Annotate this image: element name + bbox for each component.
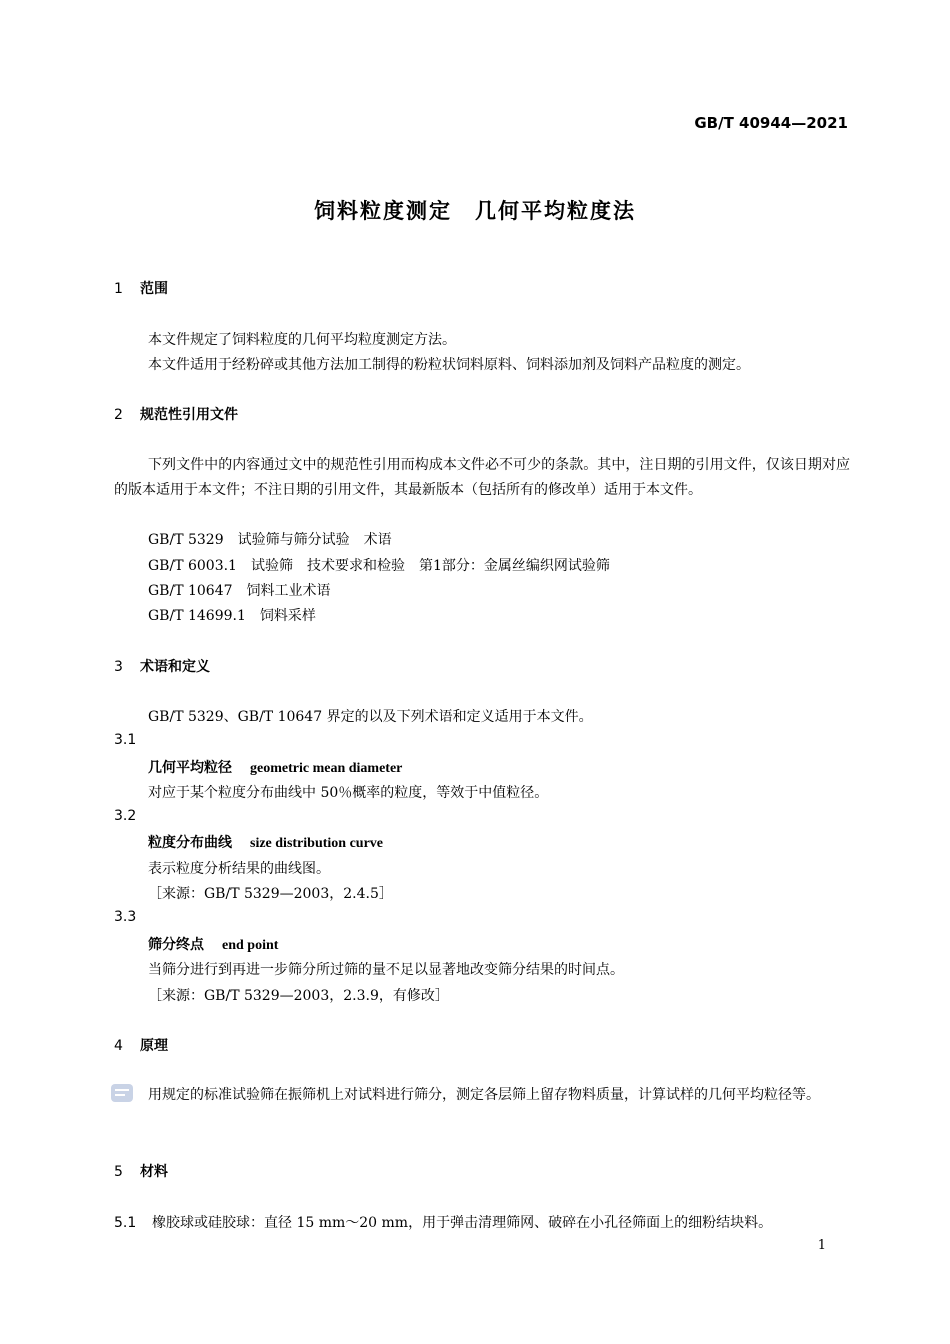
section-4-heading — [114, 1035, 168, 1055]
standard-number: GB/T 40944—2021 — [694, 114, 848, 132]
term-number: 3.2 — [114, 808, 137, 824]
reference-code: GB/T 5329 — [148, 532, 224, 548]
section-number: 4 — [114, 1038, 123, 1054]
section-3-heading — [114, 656, 210, 676]
section-5-heading — [114, 1161, 168, 1181]
term-definition: 对应于某个粒度分布曲线中 50％概率的粒度，等效于中值粒径。 — [148, 785, 549, 801]
reference-name: 饲料采样 — [259, 608, 316, 624]
reference-item — [148, 605, 316, 625]
section-title: 范围 — [140, 281, 168, 297]
term-heading — [148, 934, 278, 954]
paragraph: GB/T 5329、GB/T 10647 界定的以及下列术语和定义适用于本文件。 — [148, 709, 593, 725]
paragraph: 用规定的标准试验筛在振筛机上对试料进行筛分，测定各层筛上留存物料质量，计算试样的几何平均粒径等。 — [148, 1087, 820, 1103]
section-title: 规范性引用文件 — [140, 407, 238, 423]
term-source: ［来源：GB/T 5329—2003，2.4.5］ — [148, 886, 393, 902]
term-zh: 粒度分布曲线 — [148, 835, 232, 851]
section-1-heading — [114, 278, 168, 298]
document-title: 饲料粒度测定 几何平均粒度法 — [314, 199, 636, 223]
section-number: 2 — [114, 407, 123, 423]
section-number: 5 — [114, 1164, 123, 1180]
term-definition: 表示粒度分析结果的曲线图。 — [148, 861, 330, 877]
section-title: 材料 — [140, 1164, 168, 1180]
reference-code: GB/T 14699.1 — [148, 608, 246, 624]
paragraph: 下列文件中的内容通过文中的规范性引用而构成本文件必不可少的条款。其中，注日期的引用文件，仅该日期对应的版本适用于本文件；不注日期的引用文件，其最新版本（包括所有的修改单）适用于本文件。 — [114, 457, 850, 498]
term-en: size distribution curve — [250, 836, 383, 851]
section-2-heading — [114, 404, 238, 424]
section-title: 原理 — [140, 1038, 168, 1054]
paragraph: 本文件规定了饲料粒度的几何平均粒度测定方法。 — [148, 332, 456, 348]
term-heading — [148, 757, 402, 777]
reference-item — [148, 580, 331, 600]
term-source: ［来源：GB/T 5329—2003，2.3.9，有修改］ — [148, 988, 449, 1004]
reference-item — [148, 529, 392, 549]
item-number: 5.1 — [114, 1215, 137, 1231]
reference-code: GB/T 10647 — [148, 583, 233, 599]
term-en: end point — [222, 938, 279, 953]
section-number: 1 — [114, 281, 123, 297]
term-zh: 几何平均粒径 — [148, 760, 232, 776]
list-item — [114, 1212, 772, 1232]
reference-name: 试验筛 技术要求和检验 第1部分：金属丝编织网试验筛 — [250, 558, 610, 574]
reference-name: 试验筛与筛分试验 术语 — [237, 532, 392, 548]
item-text: 橡胶球或硅胶球：直径 15 mm～20 mm，用于弹击清理筛网、破碎在小孔径筛面上的细粉结块料。 — [152, 1215, 773, 1231]
paragraph: 本文件适用于经粉碎或其他方法加工制得的粉粒状饲料原料、饲料添加剂及饲料产品粒度的测定。 — [148, 357, 750, 373]
term-zh: 筛分终点 — [148, 937, 204, 953]
reference-code: GB/T 6003.1 — [148, 558, 237, 574]
term-en: geometric mean diameter — [250, 761, 403, 776]
page-number: 1 — [817, 1238, 826, 1253]
section-number: 3 — [114, 659, 123, 675]
term-heading — [148, 832, 383, 852]
reference-name: 饲料工业术语 — [246, 583, 331, 599]
section-title: 术语和定义 — [140, 659, 210, 675]
term-number: 3.3 — [114, 909, 137, 925]
term-number: 3.1 — [114, 732, 137, 748]
reference-item — [148, 555, 610, 575]
term-definition: 当筛分进行到再进一步筛分所过筛的量不足以显著地改变筛分结果的时间点。 — [148, 962, 624, 978]
